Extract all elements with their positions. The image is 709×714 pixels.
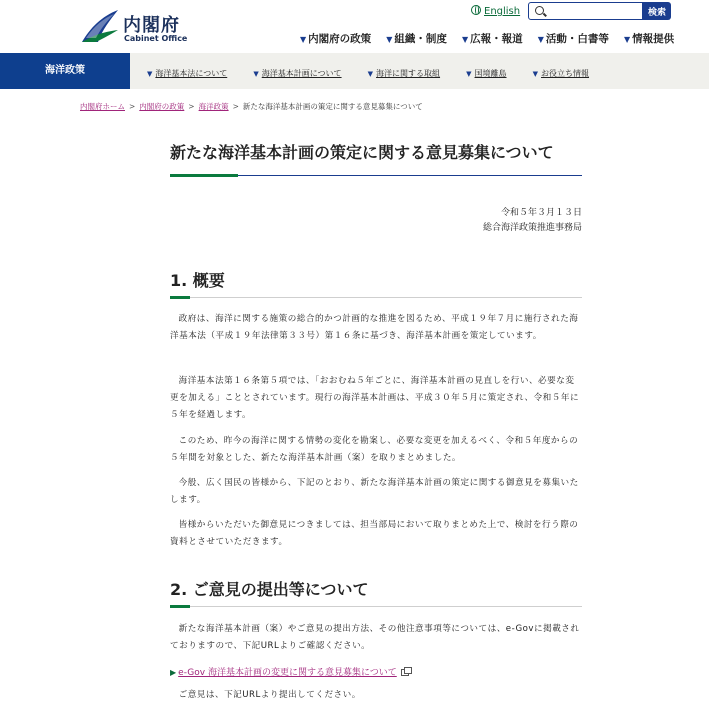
search-box [528,2,643,20]
subnav-item-label: 海洋基本法について [155,69,228,78]
gnav-item-label: 広報・報道 [470,33,523,45]
external-window-icon [401,669,409,676]
section-subnav [0,53,709,89]
dateline [483,206,582,236]
breadcrumb-separator-icon: > [232,102,239,111]
breadcrumb-ocean-policy[interactable]: 海洋政策 [198,102,229,111]
overview-paragraph-4: 今般、広く国民の皆様から、下記のとおり、新たな海洋基本計画の策定に関する御意見を募集いたします。 [170,478,579,505]
triangle-right-icon: ▶ [170,668,177,677]
logo-text-jp: 内閣府 [123,15,180,36]
chevron-down-icon: ▼ [147,70,153,78]
chevron-down-icon: ▼ [367,70,374,78]
subnav-item-label: 海洋基本計画について [261,69,342,78]
egov-link[interactable] [170,665,409,678]
chevron-down-icon: ▼ [462,35,469,44]
gnav-item-information[interactable] [624,31,674,46]
gnav-item-activities[interactable] [538,31,609,46]
cabinet-office-logo[interactable] [80,8,190,44]
chevron-down-icon: ▼ [300,35,307,44]
subnav-item-border-islands[interactable] [466,56,506,92]
chevron-down-icon: ▼ [537,35,544,44]
publish-date: 令和５年３月１３日 [500,208,582,218]
breadcrumb [80,101,423,112]
submission-paragraph: 新たな海洋基本計画（案）やご意見の提出方法、その他注意事項等については、e-Govに掲載されておりますので、下記URLよりご確認ください。 [170,624,580,651]
site-header [0,0,709,53]
overview-paragraph-5: 皆様からいただいた御意見につきましては、担当部局において取りまとめた上で、検討を行う際の資料とさせていただきます。 [170,520,579,547]
subnav-item-label: お役立ち情報 [541,69,590,78]
breadcrumb-separator-icon: > [129,102,136,111]
search-icon [535,6,544,15]
overview-paragraph-3: このため、昨今の海洋に関する情勢の変化を勘案し、必要な変更を加えるべく、令和５年度からの５年間を対象とした、新たな海洋基本計画（案）を取りまとめました。 [170,436,579,463]
subnav-item-initiatives[interactable] [368,56,440,92]
egov-link-label[interactable]: e-Gov 海洋基本計画の変更に関する意見募集について [178,668,397,678]
overview-paragraph-2: 海洋基本法第１６条第５項では、「おおむね５年ごとに、海洋基本計画の見直しを行い、必要な変更を加える」こととされています。現行の海洋基本計画は、平成３０年５月に策定され、令和５年に５年を経過します。 [170,376,580,420]
globe-icon [471,5,481,15]
department-name: 総合海洋政策推進事務局 [482,223,582,233]
breadcrumb-current: 新たな海洋基本計画の策定に関する意見募集について [242,102,423,111]
subnav-item-ocean-law[interactable] [147,56,227,92]
breadcrumb-separator-icon: > [188,102,195,111]
subnav-item-useful-info[interactable] [533,56,589,92]
section-heading-overview: 1. 概要 [170,268,582,298]
gnav-item-label: 活動・白書等 [545,33,609,45]
gnav-item-policy[interactable] [300,31,371,46]
subnav-item-label: 海洋に関する取組 [376,69,441,78]
gnav-item-label: 内閣府の政策 [308,33,372,45]
chevron-down-icon: ▼ [466,70,472,78]
gnav-item-pr[interactable] [462,31,523,46]
gnav-item-organization[interactable] [386,31,447,46]
submission-last-paragraph: ご意見は、下記URLより提出してください。 [178,690,361,700]
search-button[interactable]: 検索 [643,2,671,20]
page-title: 新たな海洋基本計画の策定に関する意見募集について [170,140,582,176]
subnav-list [147,53,610,89]
overview-paragraph-1: 政府は、海洋に関する施策の総合的かつ計画的な推進を図るため、平成１９年７月に施行された海洋基本法（平成１９年法律第３３号）第１６条に基づき、海洋基本計画を策定しています。 [170,314,579,341]
english-link-label[interactable]: English [484,6,521,17]
chevron-down-icon: ▼ [624,35,631,44]
subnav-item-label: 国境離島 [474,69,507,78]
gnav-item-label: 組織・制度 [394,33,447,45]
gnav-item-label: 情報提供 [632,33,675,45]
subnav-title[interactable]: 海洋政策 [0,53,130,89]
breadcrumb-home[interactable]: 内閣府ホーム [80,102,125,111]
logo-mark-icon [80,8,120,44]
english-link[interactable] [471,5,520,17]
global-nav [300,27,684,43]
section-heading-submission: 2. ご意見の提出等について [170,577,582,607]
subnav-item-ocean-plan[interactable] [253,56,341,92]
chevron-down-icon: ▼ [386,35,393,44]
logo-text-en: Cabinet Office [124,34,188,43]
chevron-down-icon: ▼ [532,70,539,78]
main-content [170,140,582,700]
breadcrumb-policy[interactable]: 内閣府の政策 [139,102,185,111]
chevron-down-icon: ▼ [253,70,259,78]
